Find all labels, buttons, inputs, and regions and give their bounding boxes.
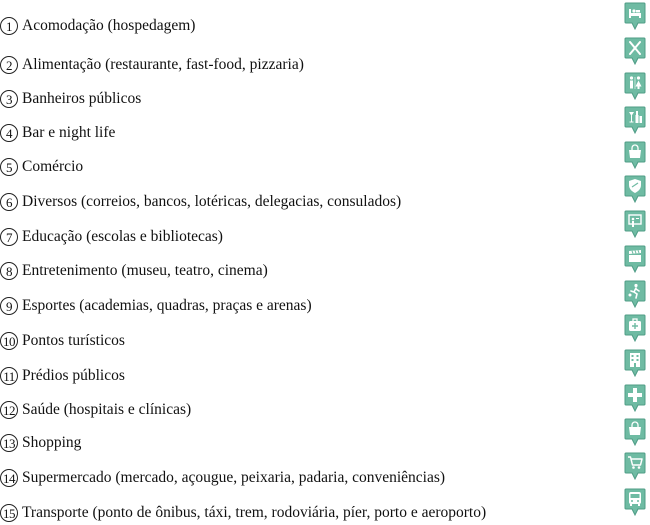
list-item	[0, 225, 223, 249]
list-item	[0, 87, 141, 111]
list-item	[0, 501, 486, 525]
item-number: 10	[0, 332, 18, 350]
shopping-bag-icon	[624, 141, 646, 169]
item-number: 14	[0, 469, 18, 487]
list-item	[0, 398, 191, 422]
item-label: Shopping	[22, 434, 82, 451]
item-label: Alimentação (restaurante, fast-food, pizzaria)	[22, 56, 304, 73]
item-number: 11	[0, 367, 18, 385]
item-label: Entretenimento (museu, teatro, cinema)	[22, 262, 268, 279]
list-item	[0, 121, 115, 145]
item-number: 2	[0, 56, 18, 74]
item-number: 13	[0, 434, 18, 452]
building-icon	[624, 349, 646, 377]
item-label: Pontos turísticos	[22, 332, 125, 349]
item-label: Acomodação (hospedagem)	[22, 17, 196, 34]
list-item	[0, 155, 83, 179]
list-item	[0, 53, 304, 77]
list-item	[0, 294, 312, 318]
item-label: Diversos (correios, bancos, lotéricas, delegacias, consulados)	[22, 193, 402, 210]
bus-icon	[624, 488, 646, 516]
clapperboard-icon	[624, 245, 646, 273]
list-item	[0, 364, 125, 388]
blackboard-icon	[624, 210, 646, 238]
list-item	[0, 329, 125, 353]
sports-icon	[624, 280, 646, 308]
item-number: 5	[0, 158, 18, 176]
list-item	[0, 14, 195, 38]
item-number: 4	[0, 124, 18, 142]
item-label: Esportes (academias, quadras, praças e arenas)	[22, 297, 312, 314]
item-number: 9	[0, 297, 18, 315]
item-number: 7	[0, 228, 18, 246]
fork-knife-icon	[624, 37, 646, 65]
item-label: Banheiros públicos	[22, 90, 142, 107]
item-label: Comércio	[22, 158, 84, 175]
luggage-icon	[624, 314, 646, 342]
item-number: 1	[0, 17, 18, 35]
item-label: Saúde (hospitais e clínicas)	[22, 401, 192, 418]
item-number: 3	[0, 90, 18, 108]
item-label: Prédios públicos	[22, 367, 125, 384]
drinks-icon	[624, 106, 646, 134]
shield-icon	[624, 175, 646, 203]
item-label: Bar e night life	[22, 124, 116, 141]
cart-icon	[624, 452, 646, 480]
item-number: 15	[0, 504, 18, 522]
item-label: Educação (escolas e bibliotecas)	[22, 228, 223, 245]
item-label: Transporte (ponto de ônibus, táxi, trem, rodoviária, píer, porto e aeroporto)	[22, 504, 487, 521]
medical-cross-icon	[624, 384, 646, 412]
item-label: Supermercado (mercado, açougue, peixaria, padaria, conveniências)	[22, 469, 446, 486]
list-item	[0, 431, 81, 455]
bed-icon	[624, 2, 646, 30]
item-number: 6	[0, 193, 18, 211]
item-number: 12	[0, 401, 18, 419]
list-item	[0, 190, 401, 214]
restroom-icon	[624, 72, 646, 100]
list-item	[0, 259, 268, 283]
shopping-bag-icon	[624, 418, 646, 446]
list-item	[0, 466, 445, 490]
item-number: 8	[0, 262, 18, 280]
